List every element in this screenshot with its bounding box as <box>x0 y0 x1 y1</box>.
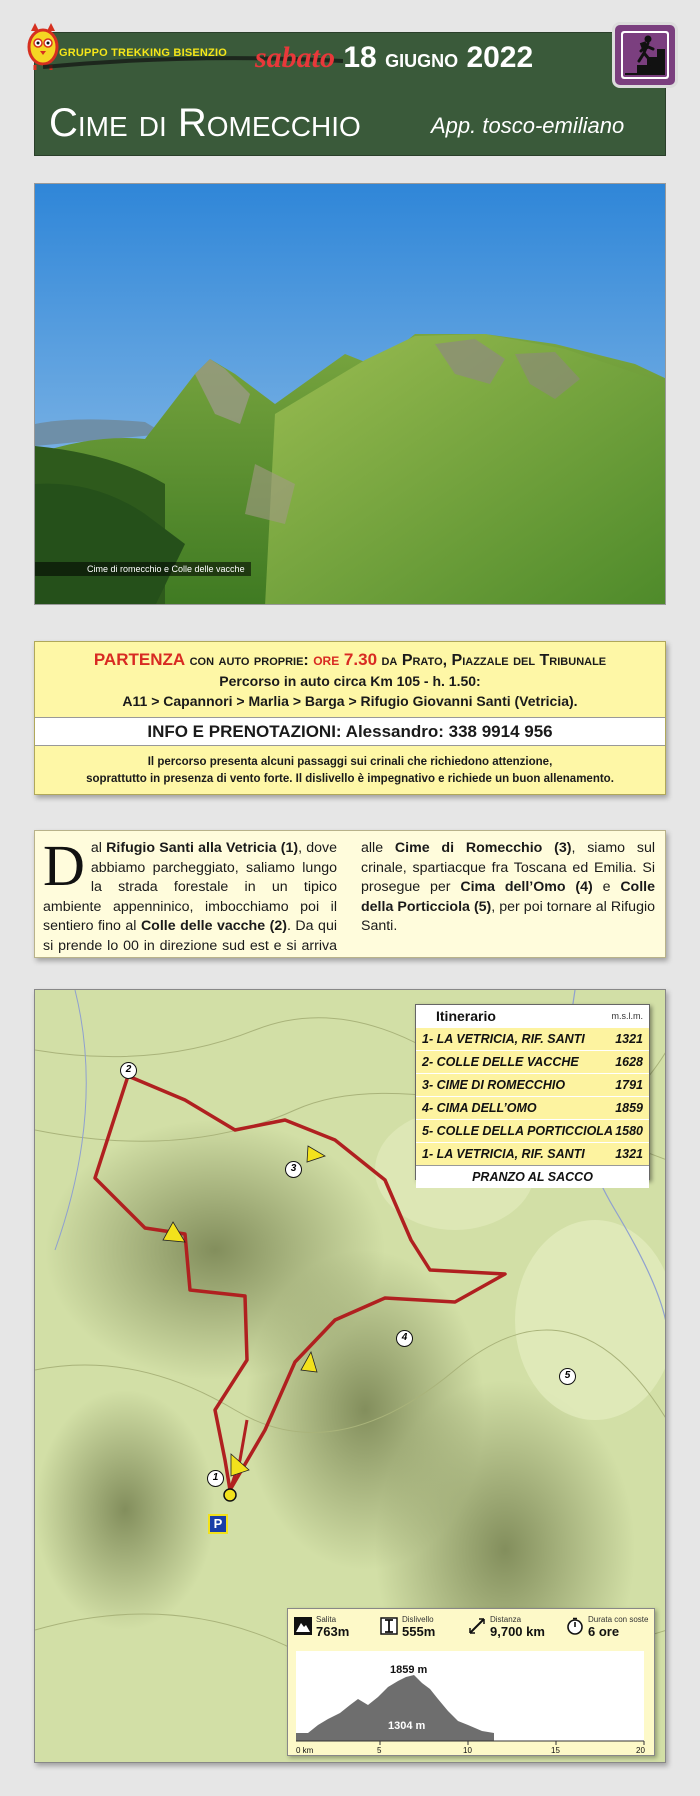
x-tick: 10 <box>463 1746 472 1755</box>
distance-icon <box>468 1617 486 1635</box>
x-tick: 15 <box>551 1746 560 1755</box>
duration-value: 6 ore <box>588 1624 620 1639</box>
itinerary-stop: 3- CIME DI ROMECCHIO <box>422 1078 566 1092</box>
x-tick: 20 <box>636 1746 645 1755</box>
mountain-illustration <box>35 184 666 605</box>
hiker-icon <box>615 25 675 85</box>
booking-contact: INFO E PRENOTAZIONI: Alessandro: 338 9914 956 <box>35 717 665 746</box>
distance-stat <box>468 1615 545 1639</box>
desc-place-4: Cima dell’Omo (4) <box>460 879 593 895</box>
page-title: Cime di Romecchio <box>49 101 361 145</box>
min-elevation-label: 1304 m <box>388 1720 426 1732</box>
departure-line <box>35 650 665 670</box>
ascent-label: Salita <box>316 1615 337 1624</box>
itinerary-row <box>416 1073 649 1096</box>
duration-label: Durata con soste <box>588 1615 649 1624</box>
header <box>34 32 666 156</box>
route-warning-line2: soprattutto in presenza di vento forte. Il dislivello è impegnativo e richiede un buon allenamento. <box>86 773 614 785</box>
itinerary-altitude: 1628 <box>615 1055 643 1069</box>
route-warning-line1: Il percorso presenta alcuni passaggi sui crinali che richiedono attenzione, <box>147 756 553 768</box>
desc-text-5: e <box>592 879 621 895</box>
desc-place-3: Cime di Romecchio (3) <box>394 840 572 856</box>
desc-place-1: Rifugio Santi alla Vetricia (1) <box>106 840 299 856</box>
desc-text-2: , dove abbiamo parcheggiato, saliamo lungo la strada forestale in un tipico ambiente appenninico, imbocchiamo poi il sentiero fino al <box>43 840 337 934</box>
itinerary-stop: 2- COLLE DELLE VACCHE <box>422 1055 579 1069</box>
itinerary-stop: 1- LA VETRICIA, RIF. SANTI <box>422 1147 585 1161</box>
duration-stat <box>566 1615 648 1639</box>
departure-time: ore 7.30 <box>313 650 378 669</box>
desc-text-3: . Da qui si prende lo 00 in direzione sud est e si arriva alle <box>43 840 395 954</box>
event-weekday: sabato <box>255 41 336 74</box>
distance-label: Distanza <box>490 1615 522 1624</box>
waypoint-5[interactable]: 5 <box>559 1368 576 1385</box>
itinerary-altitude: 1580 <box>615 1124 643 1138</box>
itinerary-stop: 5- COLLE DELLA PORTICCIOLA <box>422 1124 613 1138</box>
event-year: 2022 <box>466 41 534 74</box>
elevation-chart <box>288 1645 656 1755</box>
drop-value: 555m <box>402 1624 436 1639</box>
landscape-photo <box>34 183 666 605</box>
itinerary-unit: m.s.l.m. <box>611 1011 643 1021</box>
itinerary-row <box>416 1096 649 1119</box>
x-tick: 0 km <box>296 1746 314 1755</box>
group-name: GRUPPO TREKKING BISENZIO <box>59 47 227 59</box>
parking-icon: P <box>208 1514 228 1534</box>
x-tick: 5 <box>377 1746 382 1755</box>
event-date <box>255 41 533 75</box>
itinerary-table <box>415 1004 650 1184</box>
waypoint-1[interactable]: 1 <box>207 1470 224 1487</box>
desc-text-1: al <box>90 840 107 856</box>
mountain-icon <box>294 1617 312 1635</box>
desc-place-5: Colle della Porticciola (5) <box>361 879 655 915</box>
departure-label: PARTENZA <box>93 650 186 669</box>
route-description <box>34 830 666 958</box>
ascent-value: 763m <box>316 1624 350 1639</box>
stopwatch-icon <box>566 1617 584 1635</box>
event-month: giugno <box>385 43 459 73</box>
event-day-number: 18 <box>343 41 377 74</box>
description-text <box>43 833 655 957</box>
departure-from: da Prato, Piazzale del Tribunale <box>381 652 607 669</box>
itinerary-row <box>416 1119 649 1142</box>
itinerary-row <box>416 1050 649 1073</box>
elevation-profile <box>287 1608 655 1756</box>
itinerary-altitude: 1321 <box>615 1147 643 1161</box>
drop-cap: D <box>43 833 85 898</box>
waypoint-2[interactable]: 2 <box>120 1062 137 1079</box>
itinerary-altitude: 1791 <box>615 1078 643 1092</box>
waypoint-4[interactable]: 4 <box>396 1330 413 1347</box>
hiking-difficulty-badge <box>612 22 678 88</box>
max-elevation-label: 1859 m <box>390 1664 428 1676</box>
itinerary-stop: 1- LA VETRICIA, RIF. SANTI <box>422 1032 585 1046</box>
desc-place-2: Colle delle vacche (2) <box>140 918 287 934</box>
route-warning <box>35 754 665 788</box>
ascent-stat <box>294 1615 349 1639</box>
itinerary-altitude: 1859 <box>615 1101 643 1115</box>
itinerary-title: Itinerario <box>436 1008 496 1024</box>
itinerary-altitude: 1321 <box>615 1032 643 1046</box>
itinerary-footer: PRANZO AL SACCO <box>416 1165 649 1188</box>
photo-caption: Cime di romecchio e Colle delle vacche <box>35 562 251 576</box>
itinerary-row <box>416 1027 649 1050</box>
departure-info-box <box>34 641 666 795</box>
itinerary-stop: 4- CIMA DELL’OMO <box>422 1101 537 1115</box>
elevation-gain-icon <box>380 1617 398 1635</box>
drive-info: Percorso in auto circa Km 105 - h. 1.50: <box>219 673 481 689</box>
desc-text-6: , per poi tornare al Rifugio Santi. <box>361 898 655 934</box>
desc-text-4: , siamo sul crinale, spartiacque fra Toscana ed Emilia. Si prosegue per <box>361 840 655 895</box>
departure-mode: con auto proprie: <box>189 652 309 669</box>
itinerary-header <box>416 1005 649 1027</box>
drop-label: Dislivello <box>402 1615 434 1624</box>
drive-route: A11 > Capannori > Marlia > Barga > Rifugio Giovanni Santi (Vetricia). <box>122 693 578 709</box>
page-subtitle: App. tosco-emiliano <box>431 113 625 138</box>
distance-value: 9,700 km <box>490 1624 545 1639</box>
drop-stat <box>380 1615 435 1639</box>
waypoint-3[interactable]: 3 <box>285 1161 302 1178</box>
route-map <box>34 989 666 1763</box>
itinerary-row <box>416 1142 649 1165</box>
